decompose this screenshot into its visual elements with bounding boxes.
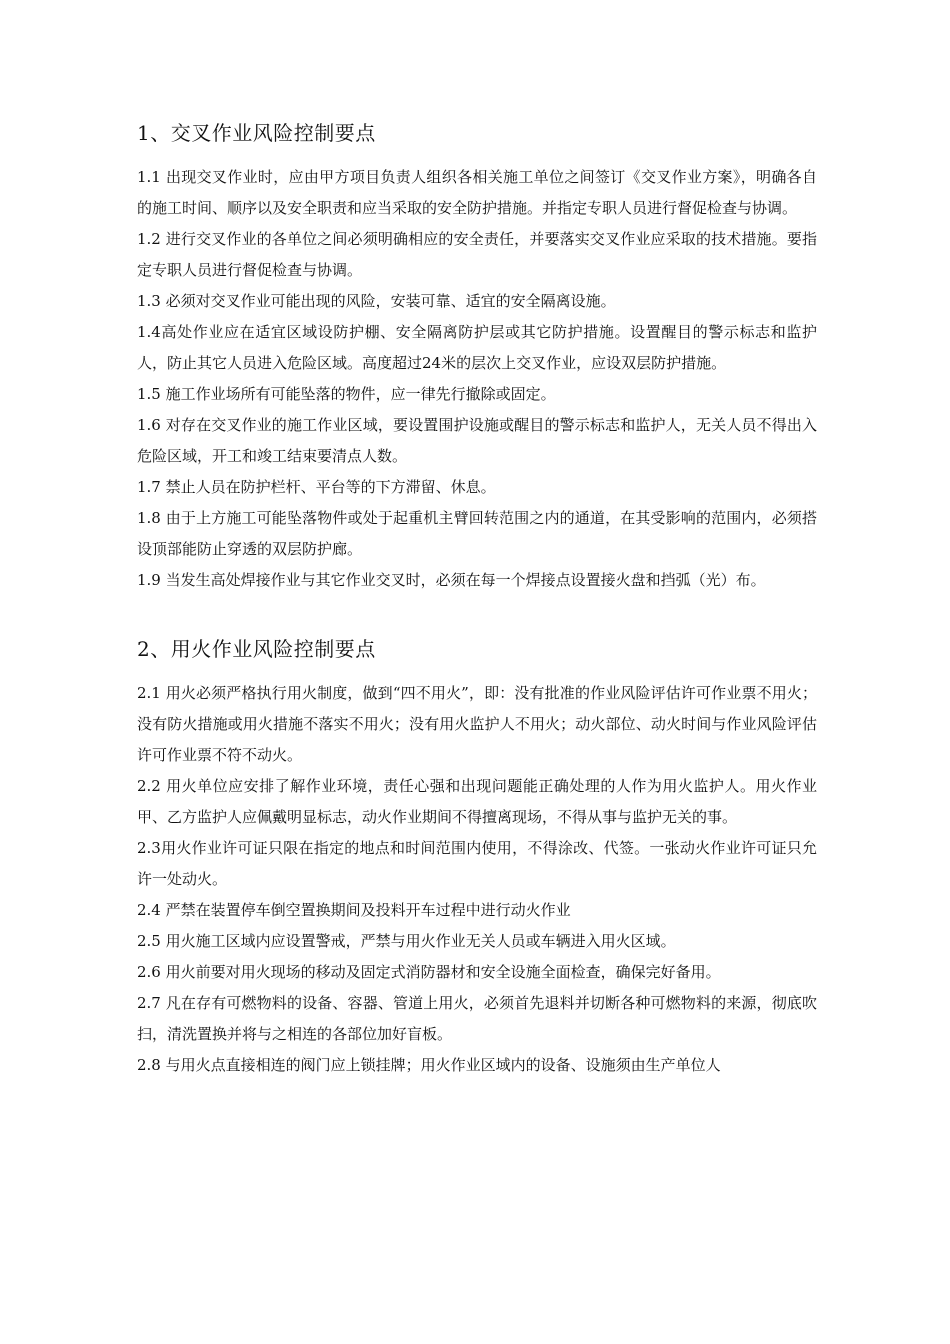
paragraph: 2.1 用火必须严格执行用火制度，做到“四不用火”，即：没有批准的作业风险评估许可作业票不用火；没有防火措施或用火措施不落实不用火；没有用火监护人不用火；动火部位、动火时间与作业风险评估许可作业票不符不动火。	[137, 684, 817, 764]
section-heading: 2、用火作业风险控制要点	[137, 637, 376, 661]
section-cross-operation	[137, 118, 817, 596]
paragraph: 2.6 用火前要对用火现场的移动及固定式消防器材和安全设施全面检查，确保完好备用。	[137, 963, 721, 981]
paragraph: 1.2 进行交叉作业的各单位之间必须明确相应的安全责任，并要落实交叉作业应采取的技术措施。要指定专职人员进行督促检查与协调。	[137, 230, 817, 279]
section-hot-work	[137, 634, 817, 1081]
paragraph: 2.3用火作业许可证只限在指定的地点和时间范围内使用，不得涂改、代签。一张动火作业许可证只允许一处动火。	[137, 839, 817, 888]
paragraph: 1.7 禁止人员在防护栏杆、平台等的下方滞留、休息。	[137, 478, 496, 496]
paragraph: 1.5 施工作业场所有可能坠落的物件，应一律先行撤除或固定。	[137, 385, 556, 403]
document-page	[137, 118, 817, 1081]
paragraph: 2.4 严禁在装置停车倒空置换期间及投料开车过程中进行动火作业	[137, 901, 571, 919]
paragraph: 1.1 出现交叉作业时，应由甲方项目负责人组织各相关施工单位之间签订《交叉作业方案》，明确各自的施工时间、顺序以及安全职责和应当采取的安全防护措施。并指定专职人员进行督促检查与协调。	[137, 168, 817, 217]
paragraph: 2.8 与用火点直接相连的阀门应上锁挂牌；用火作业区域内的设备、设施须由生产单位人	[137, 1056, 721, 1074]
paragraph: 2.7 凡在存有可燃物料的设备、容器、管道上用火，必须首先退料并切断各种可燃物料的来源，彻底吹扫，清洗置换并将与之相连的各部位加好盲板。	[137, 994, 817, 1043]
paragraph: 2.2 用火单位应安排了解作业环境，责任心强和出现问题能正确处理的人作为用火监护人。用火作业甲、乙方监护人应佩戴明显标志，动火作业期间不得擅离现场，不得从事与监护无关的事。	[137, 777, 817, 826]
paragraph: 1.9 当发生高处焊接作业与其它作业交叉时，必须在每一个焊接点设置接火盘和挡弧（光）布。	[137, 571, 766, 589]
paragraph: 1.3 必须对交叉作业可能出现的风险，安装可靠、适宜的安全隔离设施。	[137, 292, 616, 310]
section-heading: 1、交叉作业风险控制要点	[137, 121, 376, 145]
paragraph: 2.5 用火施工区域内应设置警戒，严禁与用火作业无关人员或车辆进入用火区域。	[137, 932, 676, 950]
paragraph: 1.6 对存在交叉作业的施工作业区域，要设置围护设施或醒目的警示标志和监护人，无关人员不得出入危险区域，开工和竣工结束要清点人数。	[137, 416, 817, 465]
paragraph: 1.8 由于上方施工可能坠落物件或处于起重机主臂回转范围之内的通道，在其受影响的范围内，必须搭设顶部能防止穿透的双层防护廊。	[137, 509, 817, 558]
paragraph: 1.4高处作业应在适宜区域设防护棚、安全隔离防护层或其它防护措施。设置醒目的警示标志和监护人，防止其它人员进入危险区域。高度超过24米的层次上交叉作业，应设双层防护措施。	[137, 323, 817, 372]
